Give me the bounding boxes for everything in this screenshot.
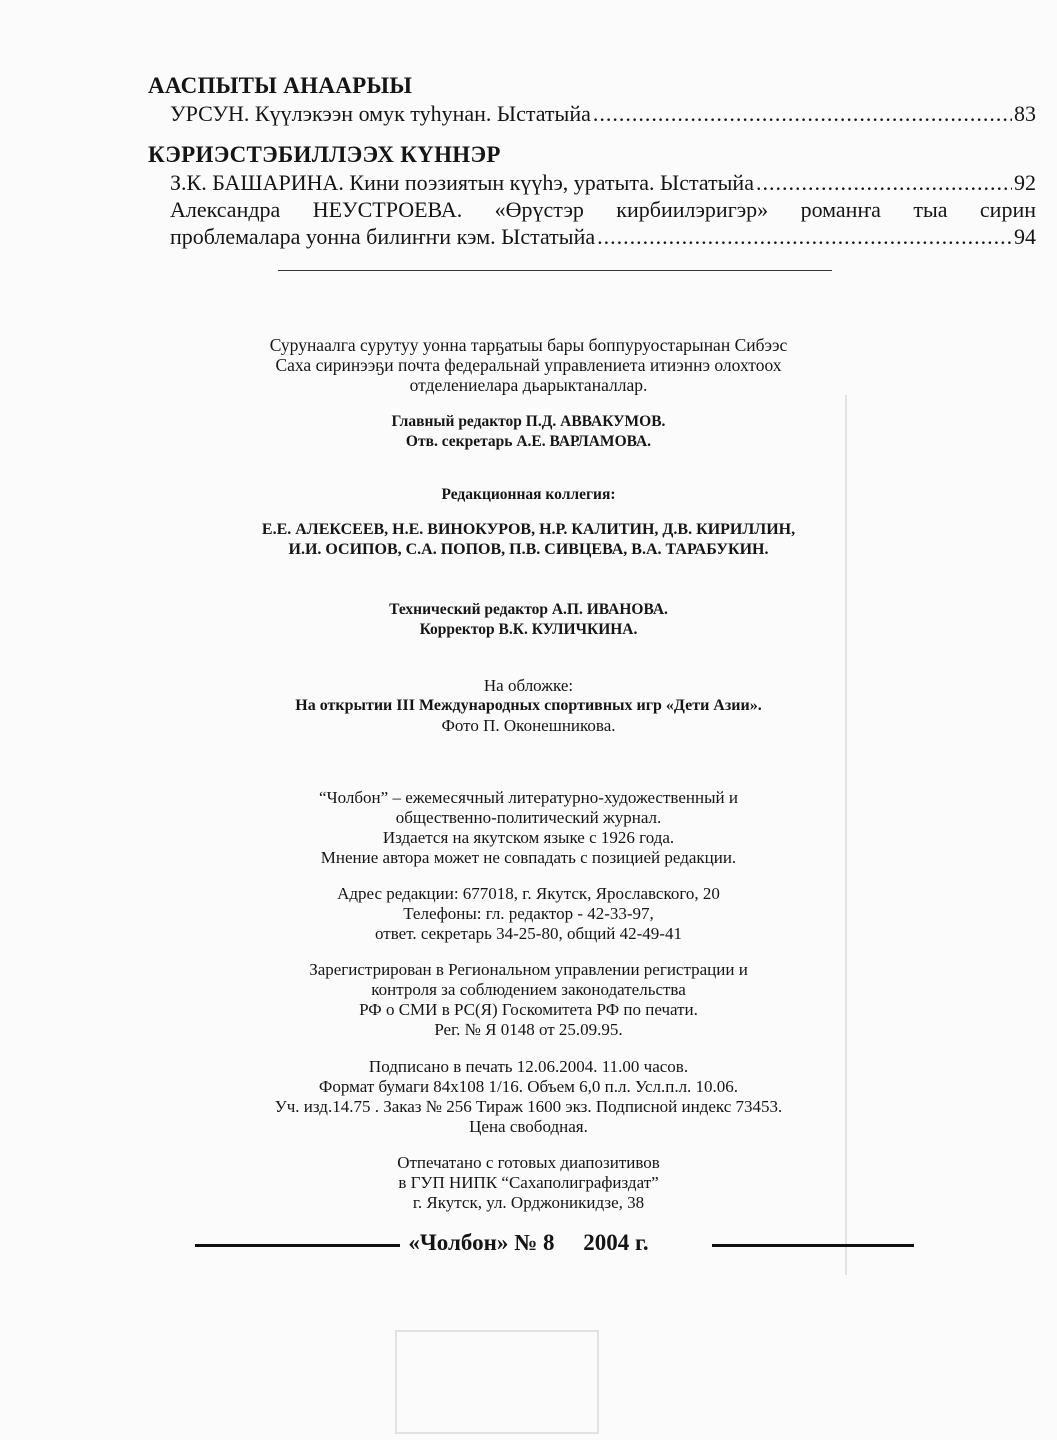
contacts — [0, 884, 1057, 944]
text-line: общественно-политический журнал. — [395, 808, 662, 827]
text-line: отделениелара дьарыктаналлар. — [409, 375, 648, 395]
text-line: РФ о СМИ в РС(Я) Госкомитета РФ по печати. — [359, 1000, 698, 1019]
text-line: ответ. секретарь 34-25-80, общий 42-49-41 — [375, 924, 682, 943]
footer-rule-right — [712, 1244, 914, 1247]
toc-entry — [148, 169, 1036, 196]
board-members — [0, 520, 1057, 560]
subscription-note — [0, 335, 1057, 395]
toc-section — [148, 141, 1036, 250]
toc-entry-page: 83 — [1014, 101, 1036, 126]
text-line: г. Якутск, ул. Орджоникидзе, 38 — [412, 1193, 645, 1212]
text-line: Подписано в печать 12.06.2004. 11.00 часов. — [368, 1057, 689, 1076]
toc-entry-page: 94 — [1014, 224, 1036, 249]
toc-leader-dots — [593, 100, 1012, 127]
toc-entry-title-line1: Александра НЕУСТРОЕВА. «Өрүстэр кирбиилэригэр» романҥа тыа сирин — [170, 197, 1036, 222]
toc-entry-title: З.К. БАШАРИНА. Кини поэзиятын күүһэ, уратыта. Ыстатыйа — [170, 170, 754, 195]
toc-entry — [148, 223, 1036, 250]
toc-entry-title: УРСУН. Күүлэкээн омук туһунан. Ыстатыйа — [170, 101, 591, 126]
text-line: в ГУП НИПК “Сахаполиграфиздат” — [398, 1173, 659, 1192]
text-line: Мнение автора может не совпадать с позицией редакции. — [320, 848, 737, 867]
toc-section-heading: КЭРИЭСТЭБИЛЛЭЭХ КҮННЭР — [148, 142, 501, 167]
about-journal — [0, 788, 1057, 868]
text-line: Отпечатано с готовых диапозитивов — [397, 1153, 660, 1172]
text-line: Издается на якутском языке с 1926 года. — [382, 828, 675, 847]
text-line: Зарегистрирован в Региональном управлении регистрации и — [309, 960, 748, 979]
board-members-line: Е.Е. АЛЕКСЕЕВ, Н.Е. ВИНОКУРОВ, Н.Р. КАЛИТИН, Д.В. КИРИЛЛИН, — [261, 521, 796, 538]
cover-caption: На открытии III Международных спортивных игр «Дети Азии». — [295, 697, 762, 714]
table-of-contents — [148, 72, 1036, 264]
tech-block — [0, 600, 1057, 640]
show-through-stamp — [395, 1330, 599, 1434]
toc-entry — [148, 100, 1036, 127]
chief-editor: Главный редактор П.Д. АВВАКУМОВ. — [391, 413, 666, 430]
footer-title: «Чолбон» № 8 2004 г. — [408, 1230, 649, 1255]
text-line: Уч. изд.14.75 . Заказ № 256 Тираж 1600 экз. Подписной индекс 73453. — [274, 1097, 783, 1116]
executive-secretary: Отв. секретарь А.Е. ВАРЛАМОВА. — [405, 433, 652, 450]
toc-section-heading: ААСПЫТЫ АНААРЫЫ — [148, 73, 413, 98]
registration — [0, 960, 1057, 1040]
toc-leader-dots — [756, 169, 1012, 196]
print-details — [0, 1057, 1057, 1137]
text-line: Формат бумаги 84x108 1/16. Объем 6,0 п.л. Усл.п.л. 10.06. — [318, 1077, 739, 1096]
board-heading: Редакционная коллегия: — [441, 486, 616, 503]
text-line: Сурунаалга сурутуу уонна тарҕатыы бары боппуруостарынан Сибээс — [269, 335, 788, 355]
board-members-line: И.И. ОСИПОВ, С.А. ПОПОВ, П.В. СИВЦЕВА, В.А. ТАРАБУКИН. — [288, 541, 769, 558]
text-line: Саха сиринээҕи почта федеральнай управлениета итиэннэ олохтоох — [275, 355, 782, 375]
text-line: Цена свободная. — [469, 1117, 588, 1136]
text-line: контроля за соблюдением законодательства — [371, 980, 686, 999]
cover-label: На обложке: — [483, 676, 574, 695]
divider — [278, 270, 832, 271]
toc-entry-page: 92 — [1014, 170, 1036, 195]
text-line: Рег. № Я 0148 от 25.09.95. — [434, 1020, 623, 1039]
toc-section — [148, 72, 1036, 127]
proofreader: Корректор В.К. КУЛИЧКИНА. — [419, 621, 638, 638]
footer — [0, 1226, 1057, 1266]
editors-block — [0, 412, 1057, 452]
text-line: “Чолбон” – ежемесячный литературно-художественный и — [319, 788, 738, 807]
toc-leader-dots — [597, 223, 1012, 250]
printer-info — [0, 1153, 1057, 1213]
cover-photo-credit: Фото П. Оконешникова. — [441, 716, 616, 735]
technical-editor: Технический редактор А.П. ИВАНОВА. — [389, 601, 668, 618]
text-line: Телефоны: гл. редактор - 42-33-97, — [403, 904, 654, 923]
toc-entry-title-line2: проблемалара уонна билиҥҥи кэм. Ыстатыйа — [170, 224, 596, 249]
text-line: Адрес редакции: 677018, г. Якутск, Ярославского, 20 — [337, 884, 720, 903]
cover-note — [0, 676, 1057, 736]
